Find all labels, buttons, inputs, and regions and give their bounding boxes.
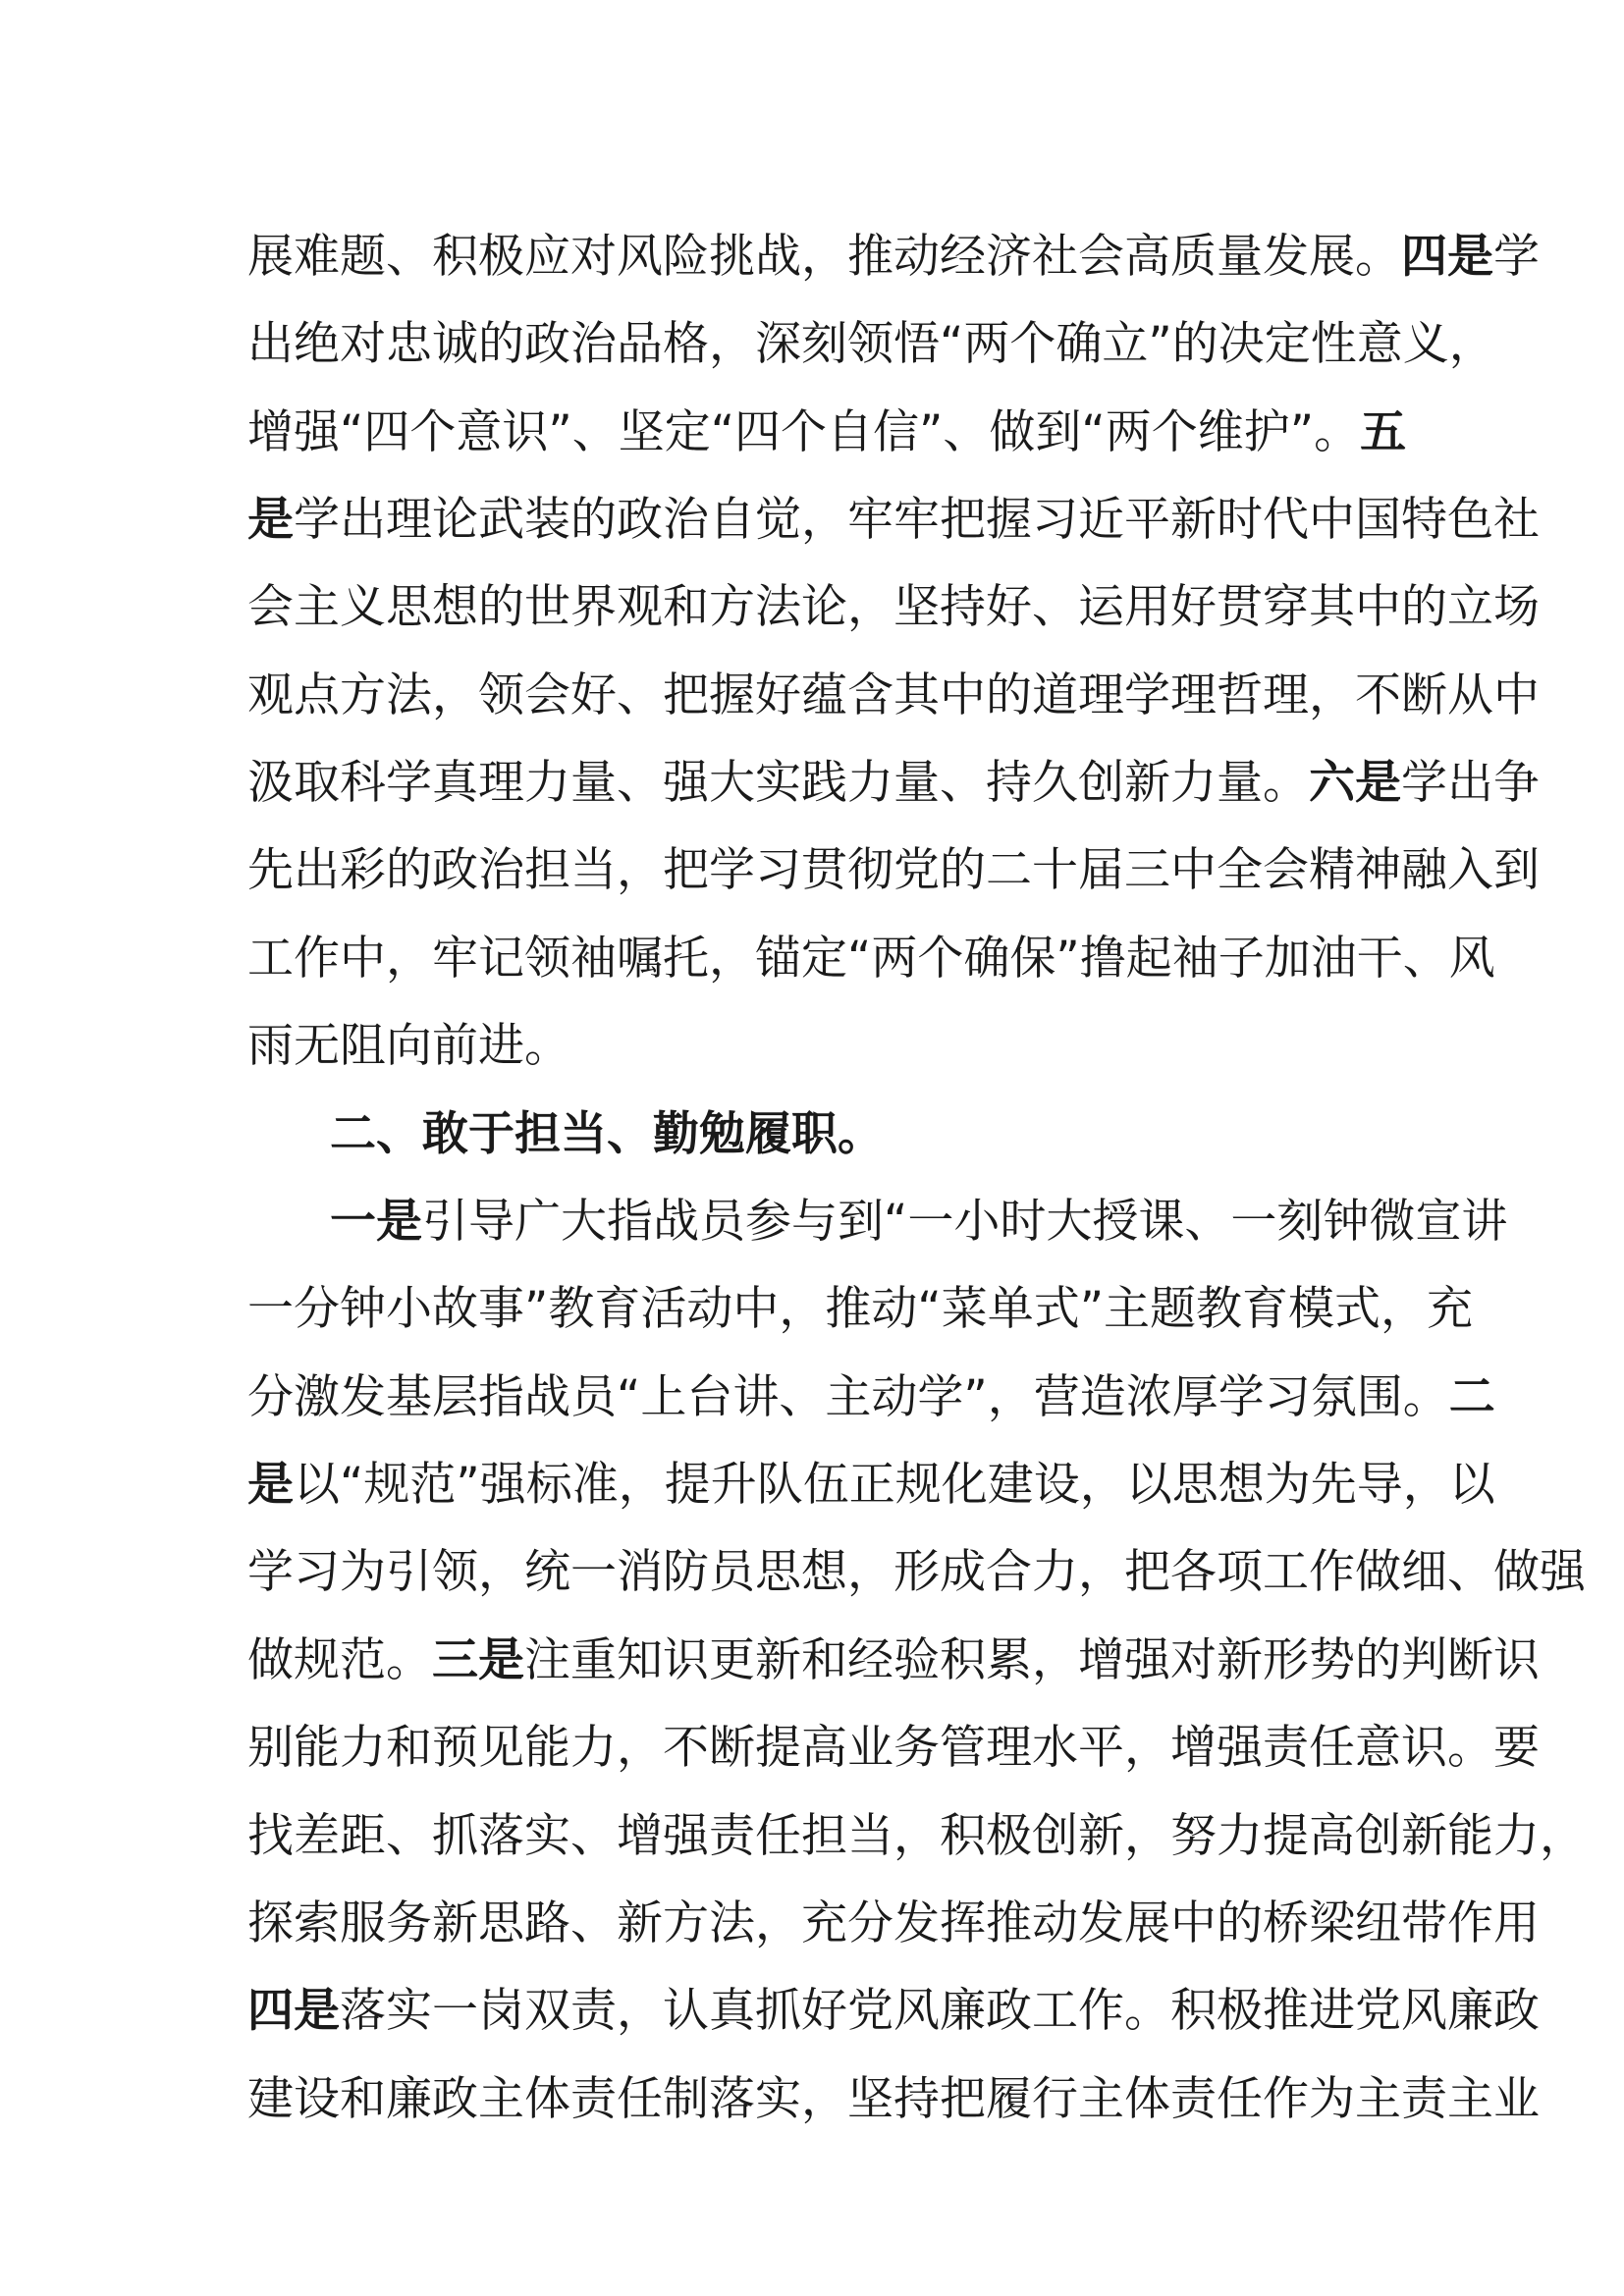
text-run: 注重知识更新和经验积累，增强对新形势的判断识 xyxy=(524,1633,1540,1687)
bold-run: 是 xyxy=(247,1458,294,1512)
paragraph-line: 建设和廉政主体责任制落实，坚持把履行主体责任作为主责主业 xyxy=(247,2072,1540,2126)
text-run: 汲取科学真理力量、强大实践力量、持久创新力量。 xyxy=(247,756,1309,810)
text-run: 展难题、积极应对风险挑战，推动经济社会高质量发展。 xyxy=(247,230,1401,284)
paragraph-line xyxy=(247,1354,1495,1442)
bold-run: 四是 xyxy=(247,1984,340,2038)
paragraph-line: 一分钟小故事”教育活动中，推动“菜单式”主题教育模式，充 xyxy=(247,1282,1474,1336)
paragraph-line: 探索服务新思路、新方法，充分发挥推动发展中的桥梁纽带作用 xyxy=(247,1896,1540,1950)
bold-run: 五 xyxy=(1360,405,1407,459)
paragraph-line: 雨无阻向前进。 xyxy=(247,1019,570,1073)
text-run: 引导广大指战员参与到“一小时大授课、一刻钟微宣讲 xyxy=(422,1195,1508,1249)
bold-run: 六是 xyxy=(1309,756,1401,810)
text-run: 分激发基层指战员“上台讲、主动学”，营造浓厚学习氛围。 xyxy=(247,1370,1449,1424)
bold-run: 一是 xyxy=(330,1195,422,1249)
paragraph-line xyxy=(247,1967,1540,2056)
bold-run: 二 xyxy=(1448,1370,1495,1424)
text-run: 学出争 xyxy=(1401,756,1540,810)
paragraph-line: 找差距、抓落实、增强责任担当，积极创新，努力提高创新能力， xyxy=(247,1809,1586,1863)
paragraph-line xyxy=(247,1441,1495,1529)
paragraph-line: 工作中，牢记领袖嘱托，锚定“两个确保”撸起袖子加油干、风 xyxy=(247,932,1495,986)
text-run: 学出理论武装的政治自觉，牢牢把握习近平新时代中国特色社 xyxy=(294,493,1540,547)
paragraph-line xyxy=(247,476,1540,564)
paragraph-line: 先出彩的政治担当，把学习贯彻党的二十届三中全会精神融入到 xyxy=(247,843,1540,897)
paragraph-line: 会主义思想的世界观和方法论，坚持好、运用好贯穿其中的立场 xyxy=(247,580,1540,634)
paragraph-line xyxy=(247,739,1540,828)
bold-run: 四是 xyxy=(1401,230,1493,284)
paragraph-line xyxy=(330,1178,1508,1266)
paragraph-line: 出绝对忠诚的政治品格，深刻领悟“两个确立”的决定性意义， xyxy=(247,317,1495,371)
text-run: 学 xyxy=(1493,230,1540,284)
text-run: 落实一岗双责，认真抓好党风廉政工作。积极推进党风廉政 xyxy=(340,1984,1540,2038)
section-heading: 二、敢于担当、勤勉履职。 xyxy=(330,1107,884,1161)
paragraph-line: 别能力和预见能力，不断提高业务管理水平，增强责任意识。要 xyxy=(247,1721,1540,1775)
paragraph-line xyxy=(247,1617,1540,1705)
bold-run: 是 xyxy=(247,493,294,547)
paragraph-line: 观点方法，领会好、把握好蕴含其中的道理学理哲理，不断从中 xyxy=(247,668,1540,722)
bold-run: 三是 xyxy=(432,1633,524,1687)
paragraph-line: 学习为引领，统一消防员思想，形成合力，把各项工作做细、做强 xyxy=(247,1545,1586,1599)
paragraph-line xyxy=(247,389,1407,477)
paragraph-line xyxy=(247,213,1540,301)
text-run: 增强“四个意识”、坚定“四个自信”、做到“两个维护”。 xyxy=(247,405,1361,459)
text-run: 以“规范”强标准，提升队伍正规化建设，以思想为先导，以 xyxy=(294,1458,1495,1512)
text-run: 做规范。 xyxy=(247,1633,432,1687)
